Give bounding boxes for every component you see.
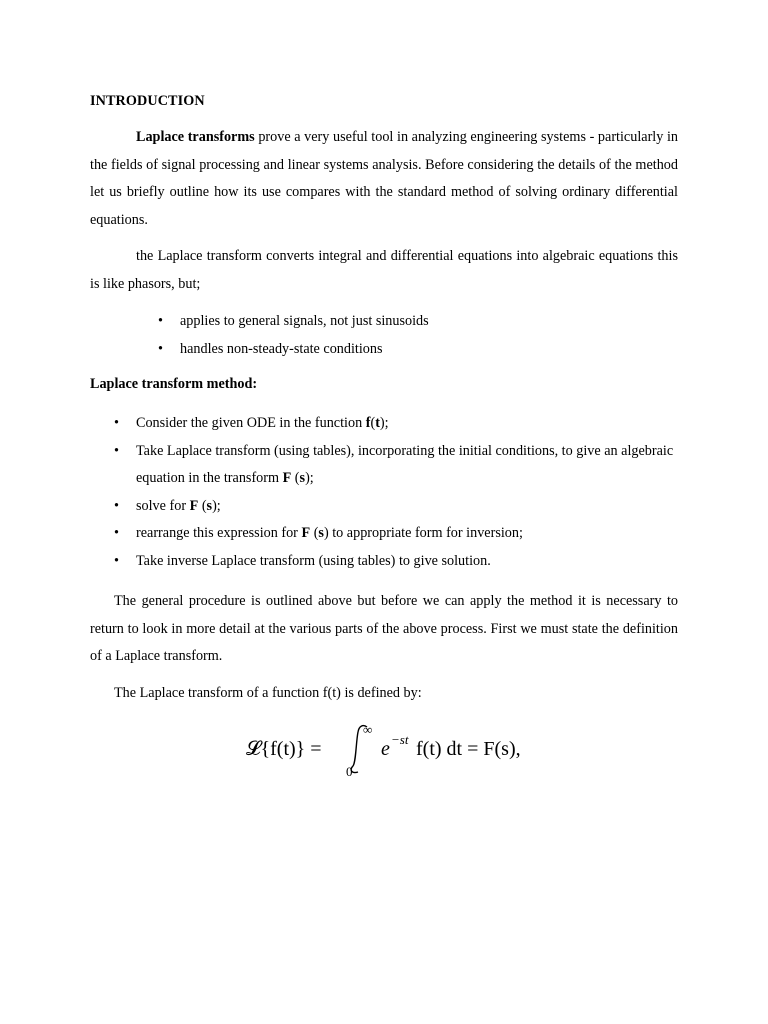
- step-text: Take Laplace transform (using tables), incorporating the initial conditions, to give an algebraic equation in the transform: [136, 442, 674, 486]
- math-symbol: s: [318, 525, 324, 541]
- list-item: [114, 493, 678, 521]
- definition-paragraph: The Laplace transform of a function f(t) is defined by:: [114, 685, 422, 701]
- list-item-text: handles non-steady-state conditions: [180, 340, 383, 357]
- bullet-icon: •: [114, 552, 119, 569]
- math-symbol: F: [282, 470, 292, 486]
- intro-text: prove a very useful tool in analyzing engineering systems - particularly in the fields of signal processing and linear systems analysis. Before considering the details of the method let us briefly outline how its use compares with the standard method of solving ordinary differential equations.: [90, 129, 678, 228]
- list-item: [114, 438, 678, 493]
- step-text: (: [291, 470, 300, 486]
- integral-upper-limit: ∞: [363, 722, 373, 737]
- list-item: [114, 548, 678, 576]
- integral-lower-limit: 0: [346, 764, 353, 779]
- procedure-paragraph: The general procedure is outlined above but before we can apply the method it is necessary to return to look in more detail at the various parts of the above process. First we must state the definition of a Laplace transform.: [90, 593, 678, 664]
- math-symbol: t: [375, 415, 380, 431]
- step-text: Take inverse Laplace transform (using tables) to give solution.: [136, 552, 491, 569]
- method-heading: Laplace transform method:: [90, 376, 258, 392]
- bullet-icon: •: [114, 442, 119, 459]
- formula-lhs: 𝓛{f(t)} =: [246, 738, 322, 760]
- step-text: Consider the given ODE in the function: [136, 415, 366, 431]
- math-symbol: s: [299, 470, 306, 486]
- exp-power: −st: [391, 732, 409, 747]
- list-item-text: applies to general signals, not just sinusoids: [180, 313, 429, 329]
- exp-base: e: [381, 738, 390, 760]
- step-text: );: [212, 497, 221, 514]
- bullet-icon: •: [158, 340, 163, 357]
- bullet-icon: •: [114, 525, 119, 541]
- math-symbol: F: [301, 525, 311, 541]
- intro-term: Laplace transforms: [136, 129, 255, 145]
- step-text: );: [379, 415, 389, 431]
- list-item: [158, 336, 429, 364]
- transform-paragraph: the Laplace transform converts integral and differential equations into algebraic equations this is like phasors, but;: [90, 248, 678, 292]
- math-symbol: F: [189, 497, 199, 514]
- bullet-icon: •: [158, 313, 163, 329]
- math-symbol: s: [206, 497, 213, 514]
- method-steps-list: [114, 410, 678, 575]
- list-item: [158, 308, 429, 336]
- step-text: solve for: [136, 497, 190, 514]
- formula-rhs: f(t) dt = F(s),: [416, 738, 521, 760]
- intro-paragraph: [90, 124, 678, 234]
- step-text: (: [310, 525, 319, 541]
- step-text: rearrange this expression for: [136, 525, 302, 541]
- laplace-formula: [246, 722, 556, 782]
- properties-list: [158, 308, 429, 363]
- step-text: );: [305, 470, 314, 486]
- list-item: [114, 410, 678, 438]
- step-text: (: [370, 415, 376, 431]
- step-text: ) to appropriate form for inversion;: [323, 525, 523, 541]
- list-item: [114, 520, 678, 548]
- section-heading: INTRODUCTION: [90, 93, 205, 109]
- bullet-icon: •: [114, 415, 119, 431]
- step-text: (: [198, 497, 207, 514]
- math-symbol: f: [365, 415, 371, 431]
- bullet-icon: •: [114, 497, 119, 514]
